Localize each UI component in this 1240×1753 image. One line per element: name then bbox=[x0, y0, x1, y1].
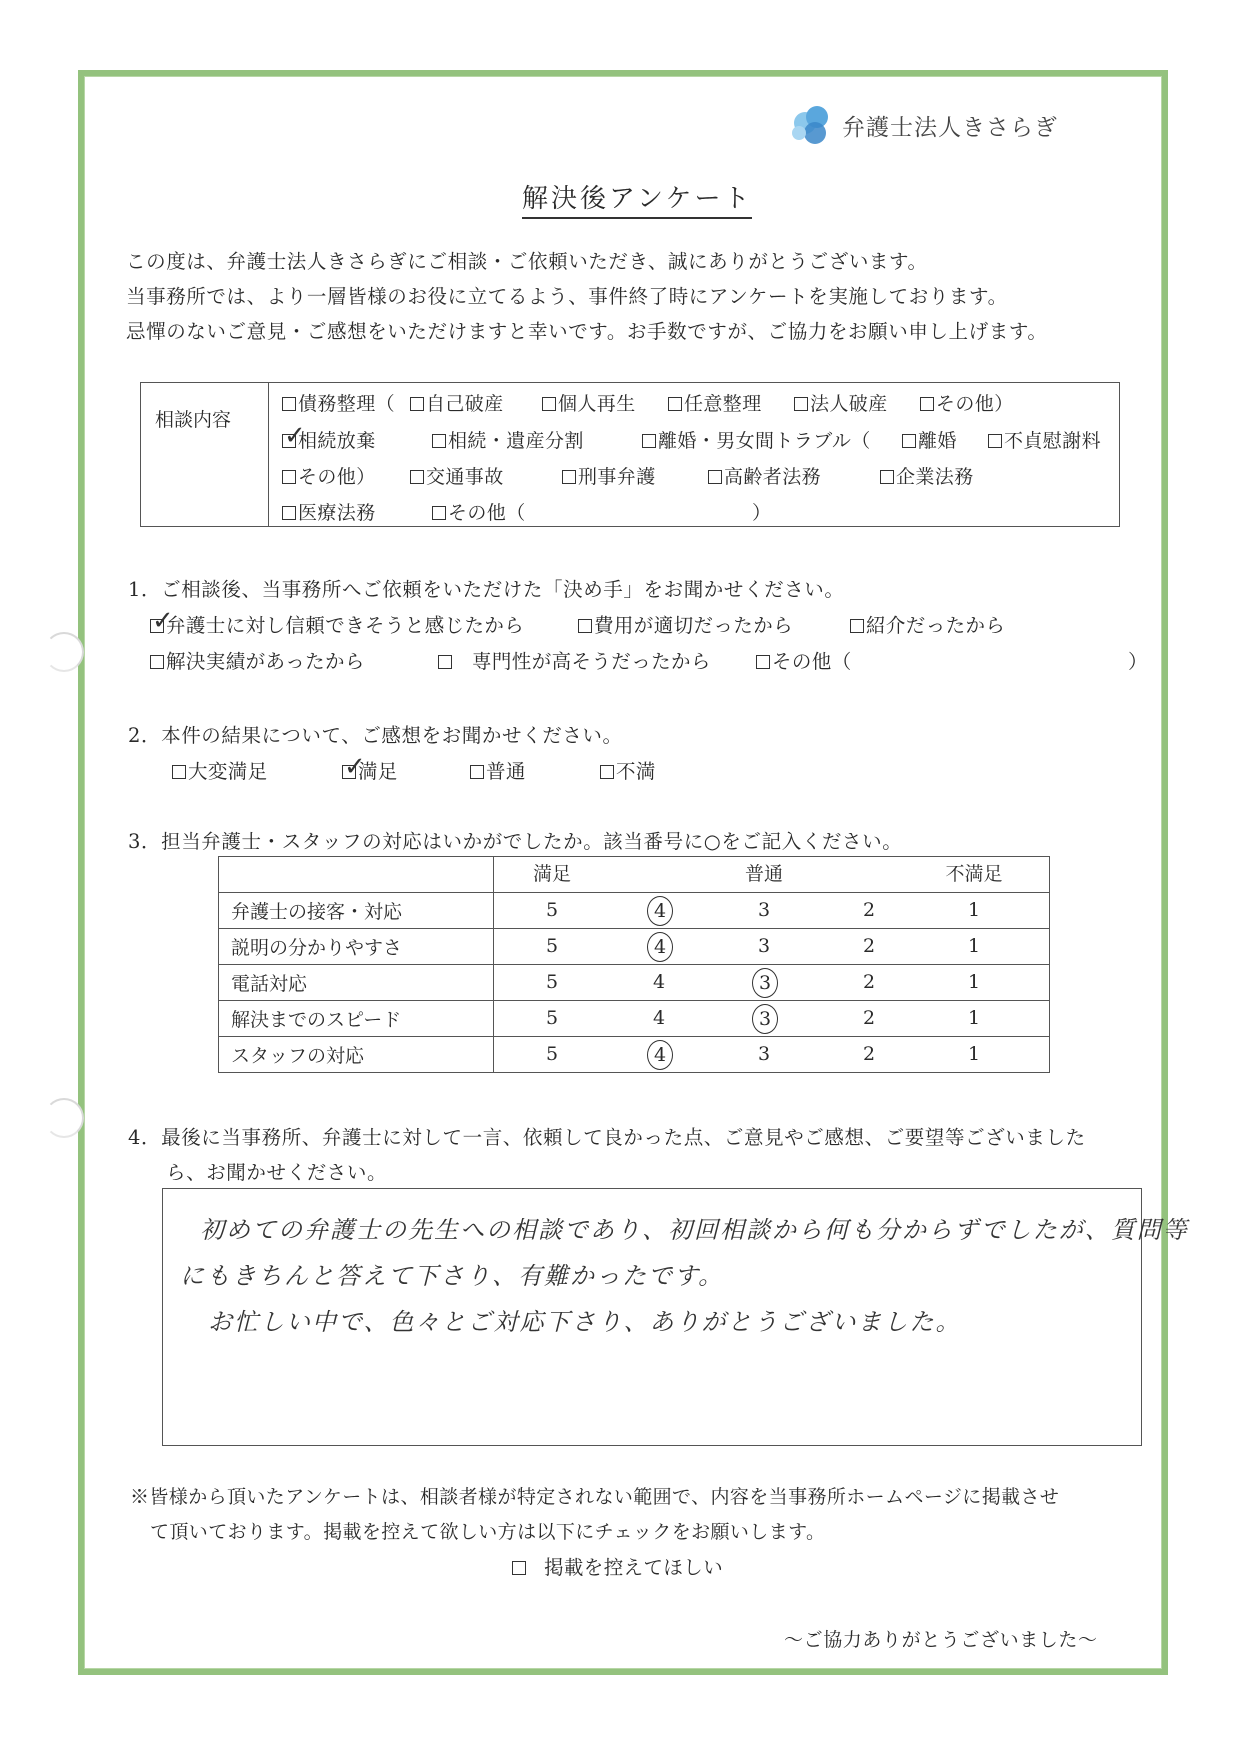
checkbox[interactable] bbox=[668, 397, 682, 411]
rating-value-1[interactable]: 1 bbox=[967, 1007, 981, 1029]
checkbox[interactable] bbox=[512, 1561, 526, 1575]
rating-row-label: スタッフの対応 bbox=[219, 1037, 494, 1073]
option-label: 高齢者法務 bbox=[724, 466, 822, 488]
option-label: 刑事弁護 bbox=[578, 466, 656, 488]
checkbox[interactable] bbox=[708, 470, 722, 484]
option-label: 離婚・男女間トラブル（ bbox=[658, 430, 871, 452]
checkbox[interactable] bbox=[432, 506, 446, 520]
header-average: 普通 bbox=[744, 863, 783, 885]
option-label: 不満 bbox=[616, 760, 656, 783]
punch-hole bbox=[44, 1098, 84, 1138]
rating-row-label: 説明の分かりやすさ bbox=[219, 929, 494, 965]
option-label: 専門性が高そうだったから bbox=[472, 650, 711, 673]
circled-selection: 3 bbox=[752, 968, 778, 998]
intro-line: 忌憚のないご意見・ご感想をいただけますと幸いです。お手数ですが、ご協力をお願い申し上げます。 bbox=[126, 320, 1048, 343]
handwritten-comment-line: 初めての弁護士の先生への相談であり、初回相談から何も分からずでしたが、質問等 bbox=[200, 1216, 1189, 1244]
option-label: 法人破産 bbox=[810, 393, 888, 415]
intro-line: この度は、弁護士法人きさらぎにご相談・ご依頼いただき、誠にありがとうございます。 bbox=[126, 250, 928, 273]
option-label: 個人再生 bbox=[558, 393, 636, 415]
checkbox[interactable] bbox=[432, 434, 446, 448]
checkbox[interactable] bbox=[850, 619, 864, 633]
rating-table bbox=[218, 856, 1050, 1073]
closing-text: ～ご協力ありがとうございました～ bbox=[784, 1629, 1098, 1651]
option-label: その他） bbox=[298, 466, 376, 488]
option-label: 離婚 bbox=[918, 430, 957, 452]
checkbox[interactable] bbox=[282, 397, 296, 411]
option-label: その他） bbox=[936, 393, 1014, 415]
logo-text: 弁護士法人きさらぎ bbox=[842, 114, 1058, 141]
checkbox[interactable] bbox=[642, 434, 656, 448]
q2-option bbox=[600, 756, 656, 784]
option-label: 満足 bbox=[358, 760, 398, 783]
rating-value-1[interactable]: 1 bbox=[967, 935, 981, 957]
intro-line: 当事務所では、より一層皆様のお役に立てるよう、事件終了時にアンケートを実施しております。 bbox=[126, 285, 1008, 308]
option-label: 企業法務 bbox=[896, 466, 974, 488]
circled-selection: 4 bbox=[647, 1040, 673, 1070]
header-unsatisfied: 不満足 bbox=[945, 863, 1003, 885]
optout-option bbox=[512, 1552, 723, 1580]
q1-option bbox=[578, 610, 793, 638]
rating-value-5[interactable]: 5 bbox=[545, 1043, 559, 1065]
page-title: 解決後アンケート bbox=[522, 178, 752, 219]
checkbox[interactable] bbox=[562, 470, 576, 484]
option-label: 相続・遺産分割 bbox=[448, 430, 584, 452]
option-label: 大変満足 bbox=[188, 760, 268, 783]
option-label: 医療法務 bbox=[298, 502, 376, 524]
punch-hole bbox=[44, 632, 84, 672]
checkbox[interactable] bbox=[988, 434, 1002, 448]
option-label: 任意整理 bbox=[684, 393, 762, 415]
option-label: 弁護士に対し信頼できそうと感じたから bbox=[166, 614, 525, 637]
rating-header-empty bbox=[219, 857, 494, 893]
header-satisfied: 満足 bbox=[532, 863, 571, 885]
option-label: 自己破産 bbox=[426, 393, 504, 415]
rating-value-1[interactable]: 1 bbox=[967, 971, 981, 993]
option-label: ） bbox=[752, 502, 772, 524]
rating-value-3[interactable]: 3 bbox=[757, 935, 771, 957]
rating-scale bbox=[494, 1037, 1050, 1073]
rating-value-4[interactable]: 4 bbox=[652, 1007, 666, 1029]
rating-value-5[interactable]: 5 bbox=[545, 971, 559, 993]
checkmark-icon: ✓ bbox=[344, 752, 367, 782]
checkbox[interactable] bbox=[470, 765, 484, 779]
rating-value-2[interactable]: 2 bbox=[862, 899, 876, 921]
checkbox[interactable] bbox=[542, 397, 556, 411]
rating-row bbox=[219, 1001, 1050, 1037]
rating-value-1[interactable]: 1 bbox=[967, 899, 981, 921]
hydrangea-icon bbox=[790, 104, 832, 146]
rating-value-5[interactable]: 5 bbox=[545, 935, 559, 957]
rating-value-4[interactable]: 4 bbox=[652, 971, 666, 993]
checkbox[interactable] bbox=[150, 655, 164, 669]
rating-value-2[interactable]: 2 bbox=[862, 971, 876, 993]
rating-scale bbox=[494, 893, 1050, 929]
rating-header-row bbox=[219, 857, 1050, 893]
rating-value-3[interactable] bbox=[744, 965, 784, 1000]
rating-header bbox=[494, 857, 1050, 893]
q1-option bbox=[150, 606, 525, 638]
rating-row bbox=[219, 1037, 1050, 1073]
rating-scale bbox=[494, 1001, 1050, 1037]
rating-row-label: 電話対応 bbox=[219, 965, 494, 1001]
option-label: 掲載を控えてほしい bbox=[544, 1556, 724, 1579]
option-label: 相続放棄 bbox=[298, 430, 376, 452]
option-label: 債務整理（ bbox=[298, 393, 396, 415]
option-label: 費用が適切だったから bbox=[594, 614, 794, 637]
rating-value-3[interactable]: 3 bbox=[757, 899, 771, 921]
q1-option-close: ） bbox=[1128, 650, 1148, 673]
option-label: 交通事故 bbox=[426, 466, 504, 488]
q1-option bbox=[756, 646, 852, 674]
handwritten-comment-line: にもきちんと答えて下さり、有難かったです。 bbox=[180, 1262, 725, 1290]
rating-row bbox=[219, 893, 1050, 929]
rating-value-2[interactable]: 2 bbox=[862, 1007, 876, 1029]
checkbox[interactable] bbox=[410, 397, 424, 411]
question-3-title: 3．担当弁護士・スタッフの対応はいかがでしたか。該当番号に○をご記入ください。 bbox=[128, 830, 903, 853]
rating-value-2[interactable]: 2 bbox=[862, 935, 876, 957]
publication-note: ※皆様から頂いたアンケートは、相談者様が特定されない範囲で、内容を当事務所ホームページに掲載させ bbox=[130, 1486, 1060, 1508]
option-label: 不貞慰謝料 bbox=[1004, 430, 1102, 452]
q1-option bbox=[150, 646, 365, 674]
q1-option bbox=[850, 610, 1005, 638]
checkbox-checked[interactable] bbox=[342, 752, 367, 782]
rating-row-label: 弁護士の接客・対応 bbox=[219, 893, 494, 929]
q2-option bbox=[342, 752, 398, 784]
checkbox[interactable] bbox=[438, 655, 452, 669]
circled-selection: 4 bbox=[647, 896, 673, 926]
publication-note-cont: て頂いております。掲載を控えて欲しい方は以下にチェックをお願いします。 bbox=[150, 1521, 826, 1543]
question-1-title: 1．ご相談後、当事務所へご依頼をいただけた「決め手」をお聞かせください。 bbox=[128, 578, 845, 601]
checkbox[interactable] bbox=[880, 470, 894, 484]
checkbox[interactable] bbox=[172, 765, 186, 779]
rating-scale bbox=[494, 929, 1050, 965]
rating-value-5[interactable]: 5 bbox=[545, 899, 559, 921]
option-label: 解決実績があったから bbox=[166, 650, 365, 673]
checkbox[interactable] bbox=[600, 765, 614, 779]
checkbox[interactable] bbox=[282, 470, 296, 484]
checkbox[interactable] bbox=[920, 397, 934, 411]
option-label: その他（ bbox=[448, 502, 526, 524]
question-4-title: 4．最後に当事務所、弁護士に対して一言、依頼して良かった点、ご意見やご感想、ご要望等ございました bbox=[128, 1126, 1086, 1149]
consultation-label: 相談内容 bbox=[141, 383, 269, 526]
q2-option bbox=[470, 756, 526, 784]
checkbox[interactable] bbox=[410, 470, 424, 484]
rating-value-4[interactable] bbox=[639, 929, 679, 964]
checkbox[interactable] bbox=[756, 655, 770, 669]
rating-value-4[interactable] bbox=[639, 893, 679, 928]
rating-value-2[interactable]: 2 bbox=[862, 1043, 876, 1065]
checkbox[interactable] bbox=[794, 397, 808, 411]
rating-row bbox=[219, 965, 1050, 1001]
q1-option bbox=[438, 646, 711, 674]
checkbox-checked[interactable] bbox=[282, 421, 307, 451]
q2-option bbox=[172, 756, 268, 784]
checkbox-checked[interactable] bbox=[150, 606, 175, 636]
checkmark-icon: ✓ bbox=[284, 421, 307, 451]
question-4-title-cont: ら、お聞かせください。 bbox=[166, 1161, 388, 1184]
rating-row-label: 解決までのスピード bbox=[219, 1001, 494, 1037]
checkbox[interactable] bbox=[282, 506, 296, 520]
checkbox[interactable] bbox=[902, 434, 916, 448]
checkmark-icon: ✓ bbox=[152, 606, 175, 636]
circled-selection: 3 bbox=[752, 1004, 778, 1034]
rating-value-4[interactable] bbox=[639, 1037, 679, 1072]
rating-value-5[interactable]: 5 bbox=[545, 1007, 559, 1029]
rating-row bbox=[219, 929, 1050, 965]
handwritten-comment-line: お忙しい中で、色々とご対応下さり、ありがとうございました。 bbox=[208, 1308, 962, 1336]
option-label: 紹介だったから bbox=[866, 614, 1006, 637]
rating-scale bbox=[494, 965, 1050, 1001]
rating-value-3[interactable] bbox=[744, 1001, 784, 1036]
rating-value-3[interactable]: 3 bbox=[757, 1043, 771, 1065]
checkbox[interactable] bbox=[578, 619, 592, 633]
question-2-title: 2．本件の結果について、ご感想をお聞かせください。 bbox=[128, 724, 623, 747]
rating-value-1[interactable]: 1 bbox=[967, 1043, 981, 1065]
option-label: その他（ bbox=[772, 650, 852, 673]
logo bbox=[790, 104, 1058, 146]
option-label: 普通 bbox=[486, 760, 526, 783]
circled-selection: 4 bbox=[647, 932, 673, 962]
